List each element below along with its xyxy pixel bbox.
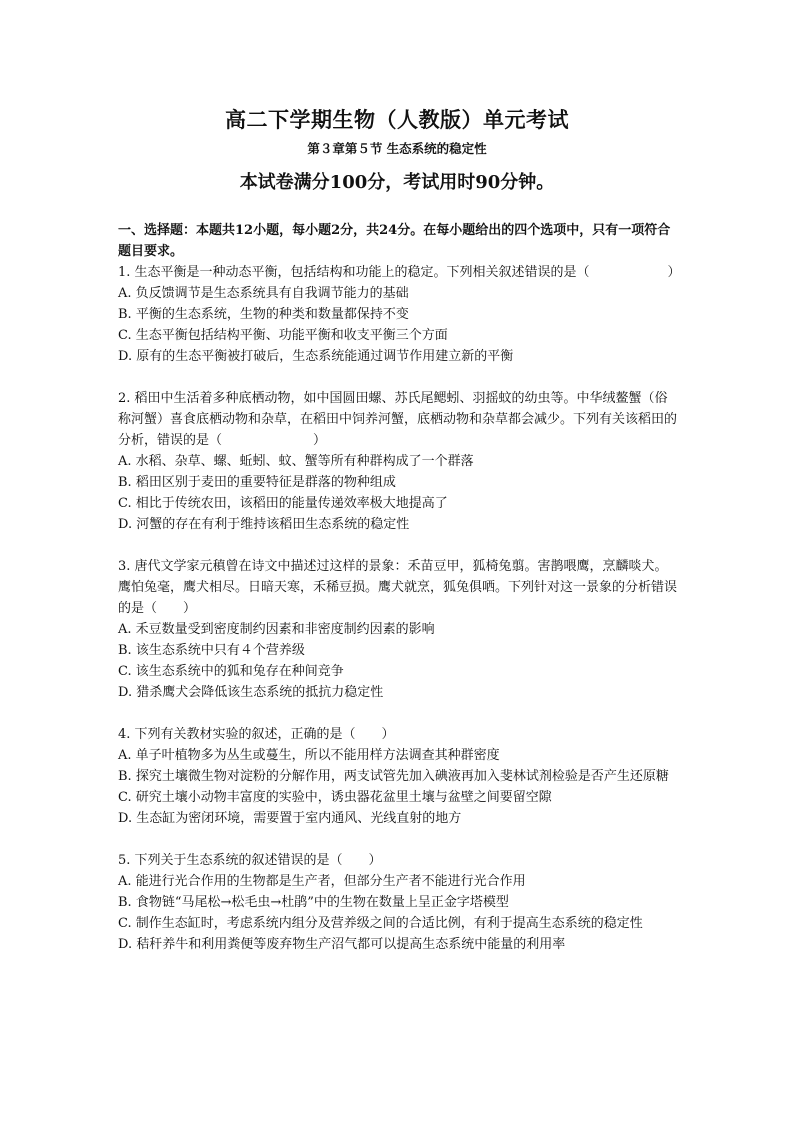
option-a: A. 单子叶植物多为丛生或蔓生，所以不能用样方法调查其种群密度 <box>118 748 500 763</box>
question-4 <box>118 724 678 829</box>
option-a: A. 水稻、杂草、螺、蚯蚓、蚊、蟹等所有种群构成了一个群落 <box>118 454 474 469</box>
exam-subtitle: 第３章第５节 生态系统的稳定性 <box>307 141 487 156</box>
option-b: B. 食物链“马尾松→松毛虫→杜鹃”中的生物在数量上呈正金字塔模型 <box>118 895 509 910</box>
option-d: D. 猎杀鹰犬会降低该生态系统的抵抗力稳定性 <box>118 685 384 700</box>
option-a: A. 负反馈调节是生态系统具有自我调节能力的基础 <box>118 286 409 301</box>
exam-content <box>118 220 681 955</box>
exam-notice: 本试卷满分100分，考试用时90分钟。 <box>239 172 555 193</box>
question-5 <box>118 850 678 955</box>
option-b: B. 探究土壤微生物对淀粉的分解作用，两支试管先加入碘液再加入斐林试剂检验是否产生还原糖 <box>118 769 669 784</box>
option-c: C. 制作生态缸时，考虑系统内组分及营养级之间的合适比例，有利于提高生态系统的稳定性 <box>118 916 643 931</box>
question-stem: 3. 唐代文学家元稹曾在诗文中描述过这样的景象：禾苗豆甲，狐椅兔翦。害鹊喂鹰，烹麟啖犬。鹰怕兔毫，鹰犬相尽。日暗天寒，禾稀豆损。鹰犬就烹，狐兔俱哂。下列针对这一景象的分析错误的是（ ） <box>118 559 678 616</box>
option-a: A. 能进行光合作用的生物都是生产者，但部分生产者不能进行光合作用 <box>118 874 526 889</box>
option-d: D. 秸秆养牛和利用粪便等废弃物生产沼气都可以提高生态系统中能量的利用率 <box>118 937 566 952</box>
option-c: C. 生态平衡包括结构平衡、功能平衡和收支平衡三个方面 <box>118 328 448 343</box>
option-c: C. 相比于传统农田，该稻田的能量传递效率极大地提高了 <box>118 496 448 511</box>
question-3 <box>118 556 678 703</box>
option-c: C. 研究土壤小动物丰富度的实验中，诱虫器花盆里土壤与盆壁之间要留空隙 <box>118 790 552 805</box>
option-d: D. 原有的生态平衡被打破后，生态系统能通过调节作用建立新的平衡 <box>118 349 514 364</box>
exam-title: 高二下学期生物（人教版）单元考试 <box>225 107 569 132</box>
question-stem: 4. 下列有关教材实验的叙述，正确的是（ ） <box>118 727 395 742</box>
option-b: B. 稻田区别于麦田的重要特征是群落的物种组成 <box>118 475 396 490</box>
option-c: C. 该生态系统中的狐和兔存在种间竞争 <box>118 664 344 679</box>
option-b: B. 平衡的生态系统，生物的种类和数量都保持不变 <box>118 307 409 322</box>
section-header: 一、选择题：本题共12小题，每小题2分，共24分。在每小题给出的四个选项中，只有一项符合题目要求。 <box>118 223 671 259</box>
option-d: D. 生态缸为密闭环境，需要置于室内通风、光线直射的地方 <box>118 811 462 826</box>
question-stem: 2. 稻田中生活着多种底栖动物，如中国圆田螺、苏氏尾鳃蚓、羽摇蚊的幼虫等。中华绒鳌蟹（俗称河蟹）喜食底栖动物和杂草，在稻田中饲养河蟹，底栖动物和杂草都会减少。下列有关该稻田的分析，错误的是（ ） <box>118 391 678 448</box>
question-1 <box>118 262 681 367</box>
question-stem: 5. 下列关于生态系统的叙述错误的是（ ） <box>118 853 382 868</box>
option-d: D. 河蟹的存在有利于维持该稻田生态系统的稳定性 <box>118 517 410 532</box>
question-2 <box>118 388 678 535</box>
option-b: B. 该生态系统中只有４个营养级 <box>118 643 305 658</box>
question-stem: 1. 生态平衡是一种动态平衡，包括结构和功能上的稳定。下列相关叙述错误的是（ ） <box>118 265 681 280</box>
option-a: A. 禾豆数量受到密度制约因素和非密度制约因素的影响 <box>118 622 435 637</box>
